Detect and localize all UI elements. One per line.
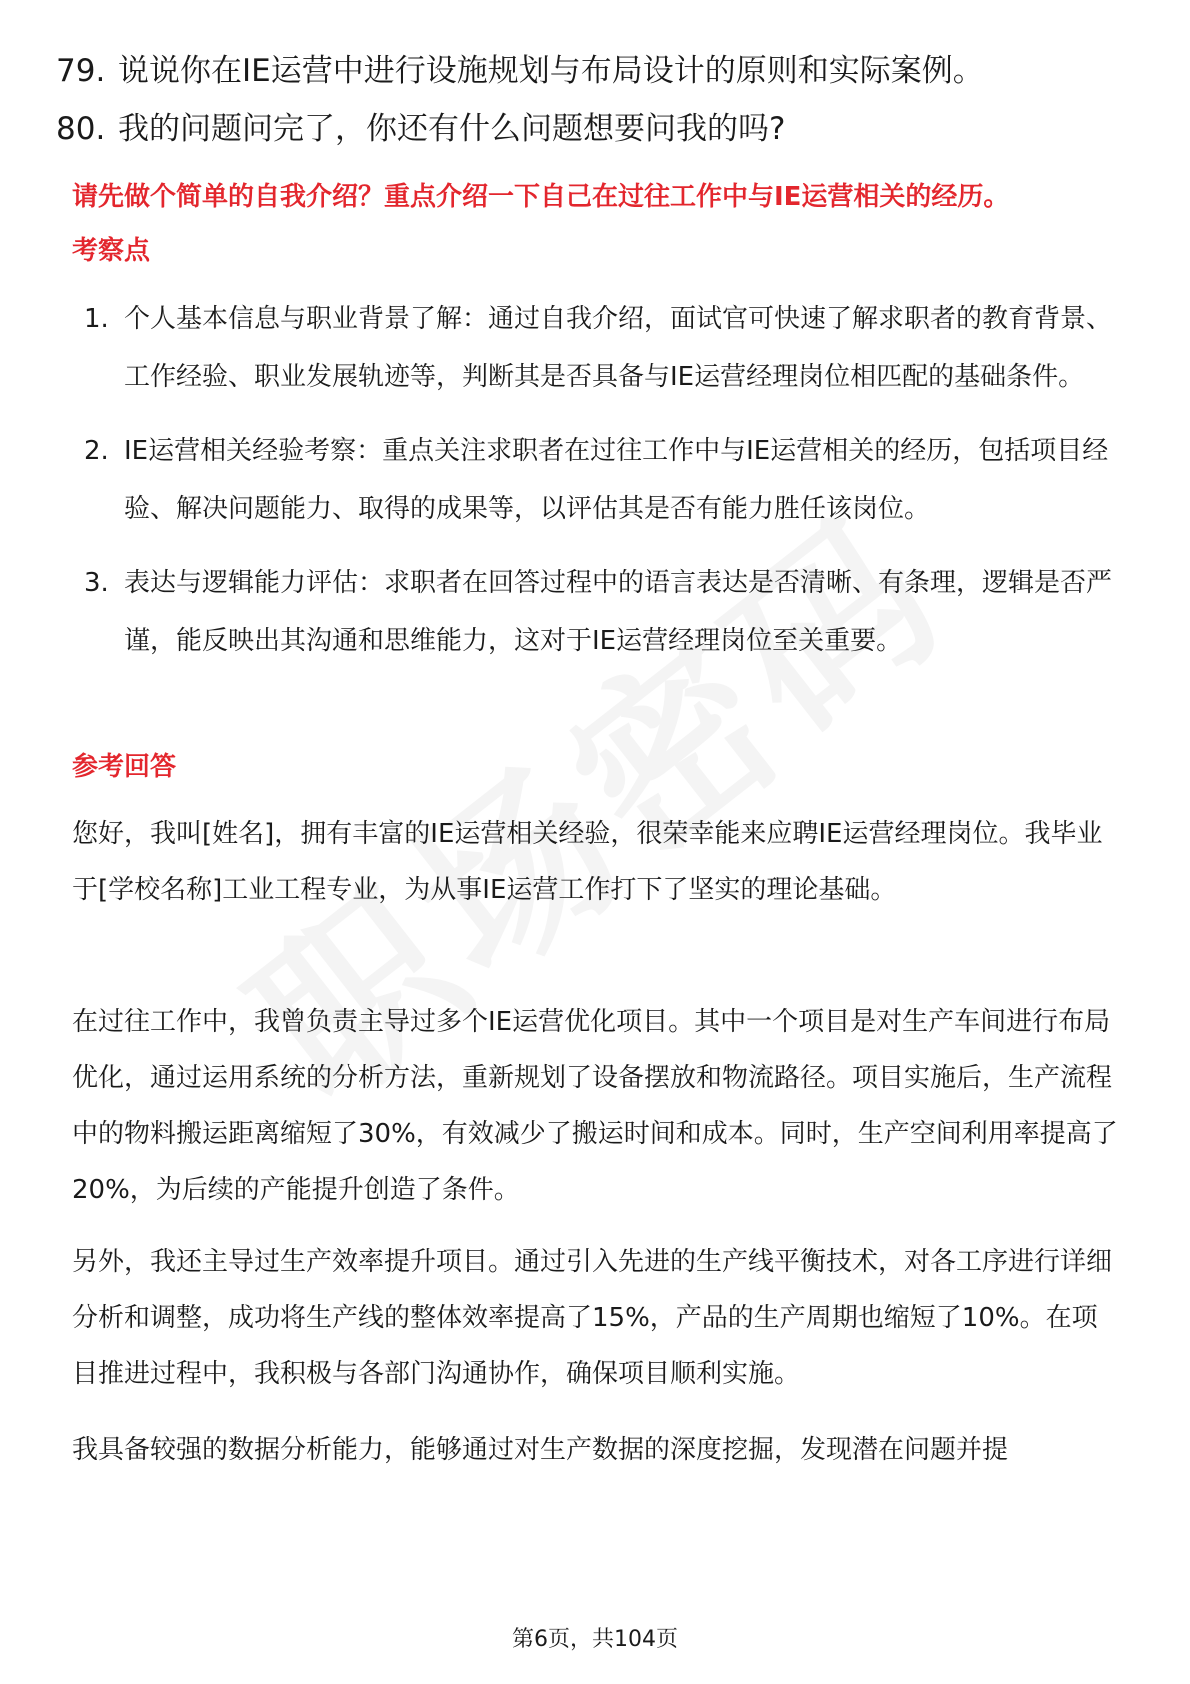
points-list	[84, 290, 1124, 670]
question-number: 79.	[56, 53, 106, 89]
question-80	[56, 98, 785, 160]
answer-heading: 参考回答	[72, 752, 177, 782]
list-text: 个人基本信息与职业背景了解：通过自我介绍，面试官可快速了解求职者的教育背景、工作经验、职业发展轨迹等，判断其是否具备与IE运营经理岗位相匹配的基础条件。	[124, 304, 1113, 392]
page-footer: 第6页，共104页	[512, 1627, 678, 1652]
question-number: 80.	[56, 111, 106, 147]
list-item	[84, 554, 1124, 670]
list-number: 2.	[84, 436, 109, 466]
answer-paragraph: 您好，我叫[姓名]，拥有丰富的IE运营相关经验，很荣幸能来应聘IE运营经理岗位。我毕业于[学校名称]工业工程专业，为从事IE运营工作打下了坚实的理论基础。	[72, 819, 1103, 905]
answer-paragraph: 我具备较强的数据分析能力，能够通过对生产数据的深度挖掘，发现潜在问题并提	[72, 1435, 1009, 1465]
points-heading: 考察点	[72, 236, 151, 266]
answer-paragraph: 另外，我还主导过生产效率提升项目。通过引入先进的生产线平衡技术，对各工序进行详细分析和调整，成功将生产线的整体效率提高了15%，产品的生产周期也缩短了10%。在项目推进过程中，我积极与各部门沟通协作，确保项目顺利实施。	[72, 1247, 1113, 1389]
answer-paragraph: 在过往工作中，我曾负责主导过多个IE运营优化项目。其中一个项目是对生产车间进行布局优化，通过运用系统的分析方法，重新规划了设备摆放和物流路径。项目实施后，生产流程中的物料搬运距离缩短了30%，有效减少了搬运时间和成本。同时，生产空间利用率提高了20%，为后续的产能提升创造了条件。	[72, 1007, 1118, 1205]
list-text: IE运营相关经验考察：重点关注求职者在过往工作中与IE运营相关的经历，包括项目经验、解决问题能力、取得的成果等，以评估其是否有能力胜任该岗位。	[124, 436, 1109, 524]
section-question: 请先做个简单的自我介绍？重点介绍一下自己在过往工作中与IE运营相关的经历。	[72, 182, 1010, 212]
question-79	[56, 40, 984, 102]
list-number: 1.	[84, 304, 109, 334]
list-number: 3.	[84, 568, 109, 598]
list-item	[84, 290, 1124, 406]
question-text: 说说你在IE运营中进行设施规划与布局设计的原则和实际案例。	[118, 53, 984, 89]
question-text: 我的问题问完了，你还有什么问题想要问我的吗?	[118, 111, 786, 147]
list-text: 表达与逻辑能力评估：求职者在回答过程中的语言表达是否清晰、有条理，逻辑是否严谨，能反映出其沟通和思维能力，这对于IE运营经理岗位至关重要。	[124, 568, 1113, 656]
list-item	[84, 422, 1124, 538]
